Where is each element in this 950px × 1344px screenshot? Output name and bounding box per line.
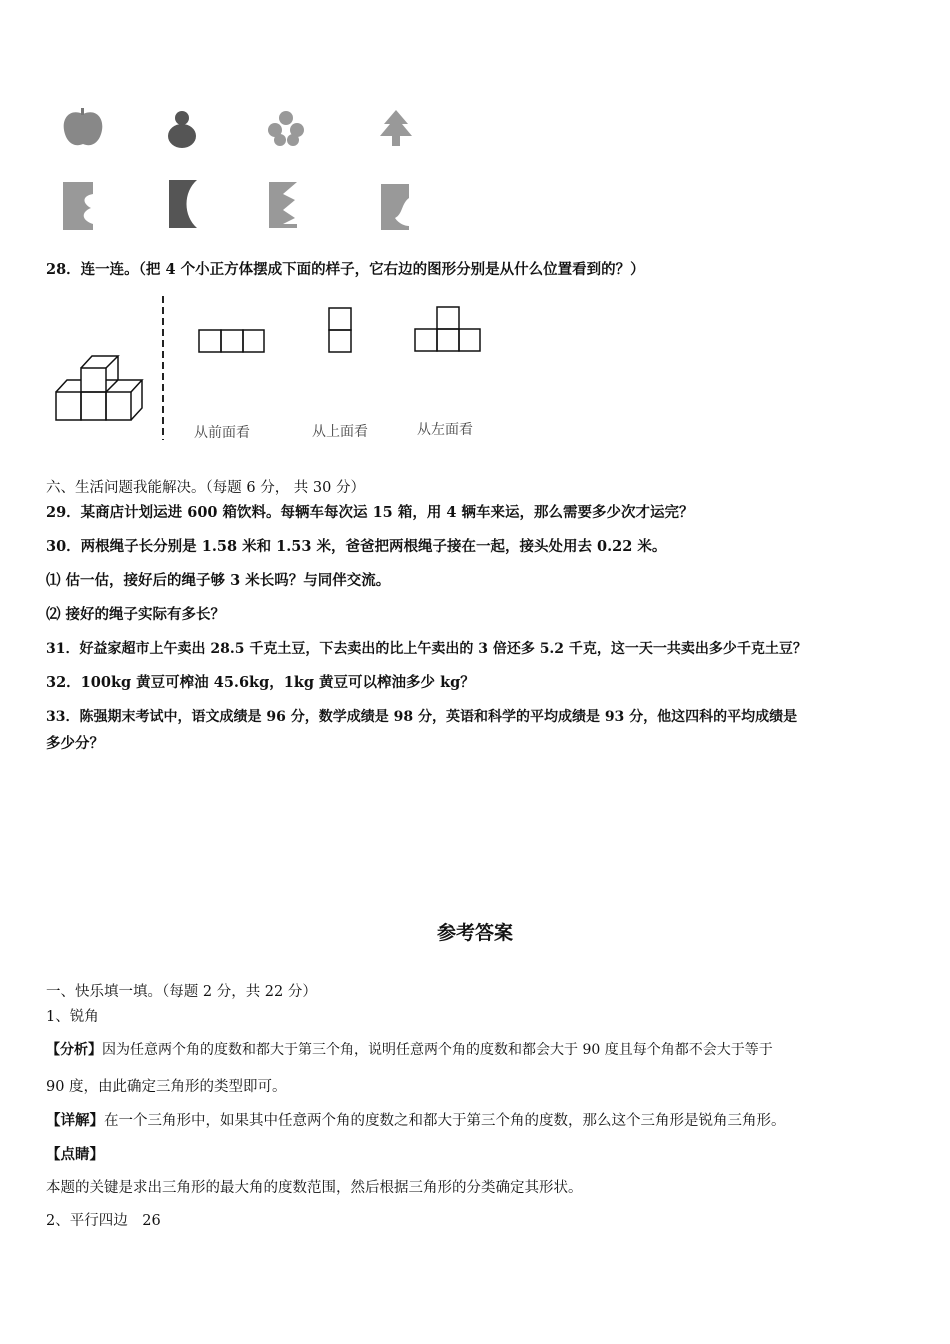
caption-left: 从左面看 (417, 422, 473, 438)
flower-icon (265, 108, 307, 148)
analysis (46, 1040, 773, 1060)
left-view-figure (414, 306, 482, 353)
front-view-figure (198, 329, 266, 354)
answers-title: 参考答案 (436, 922, 513, 944)
question-31: 31．好益家超市上午卖出 28.5 千克土豆，下去卖出的比上午卖出的 3 倍还多 5.2 千克，这一天一共卖出多少千克土豆？ (46, 641, 807, 657)
question-32: 32．100kg 黄豆可榨油 45.6kg，1kg 黄豆可以榨油多少 kg？ (46, 674, 475, 691)
apple-icon (60, 108, 106, 150)
question-30-part-2: ⑵ 接好的绳子实际有多长？ (46, 606, 226, 623)
cube-stack-figure (50, 350, 150, 425)
cutout-1 (63, 182, 93, 232)
detail (46, 1111, 786, 1131)
tree-icon (378, 110, 414, 150)
answer-2: 2、平行四边 26 (46, 1213, 161, 1229)
caption-front: 从前面看 (194, 425, 250, 441)
answer-1: 1、锐角 (46, 1009, 99, 1025)
question-30: 30．两根绳子长分别是 1.58 米和 1.53 米，爸爸把两根绳子接在一起，接头处用去 0.22 米。 (46, 538, 667, 555)
question-33: 33．陈强期末考试中，语文成绩是 96 分，数学成绩是 98 分，英语和科学的平均成绩是 93 分，他这四科的平均成绩是 (46, 709, 798, 725)
caption-top: 从上面看 (312, 424, 368, 440)
analysis-label: 【分析】 (46, 1042, 102, 1058)
comment-text: 本题的关键是求出三角形的最大角的度数范围，然后根据三角形的分类确定其形状。 (46, 1180, 583, 1196)
question-28: 28．连一连。（把 4 个小正方体摆成下面的样子，它右边的图形分别是从什么位置看到的？） (46, 261, 645, 278)
cutout-2 (169, 180, 197, 230)
answers-section-1: 一、快乐填一填。（每题 2 分，共 22 分） (46, 984, 317, 1000)
question-29: 29．某商店计划运进 600 箱饮料。每辆车每次运 15 箱，用 4 辆车来运，那么需要多少次才运完？ (46, 504, 694, 521)
detail-label: 【详解】 (46, 1112, 104, 1129)
section-6-heading: 六、生活问题我能解决。（每题 6 分， 共 30 分） (46, 480, 365, 496)
top-view-figure (328, 307, 354, 354)
gourd-icon (164, 104, 200, 150)
question-33-cont: 多少分？ (46, 735, 104, 752)
comment-label: 【点睛】 (46, 1146, 104, 1163)
dashed-divider (160, 296, 166, 440)
cutout-3 (269, 182, 297, 230)
analysis-cont: 90 度，由此确定三角形的类型即可。 (46, 1079, 287, 1095)
question-30-part-1: ⑴ 估一估，接好后的绳子够 3 米长吗？与同伴交流。 (46, 572, 391, 589)
detail-text: 在一个三角形中，如果其中任意两个角的度数之和都大于第三个角的度数，那么这个三角形是锐角三角形。 (104, 1113, 786, 1129)
cutout-4 (381, 184, 409, 232)
analysis-text: 因为任意两个角的度数和都大于第三个角，说明任意两个角的度数和都会大于 90 度且每个角都不会大于等于 (102, 1042, 773, 1058)
